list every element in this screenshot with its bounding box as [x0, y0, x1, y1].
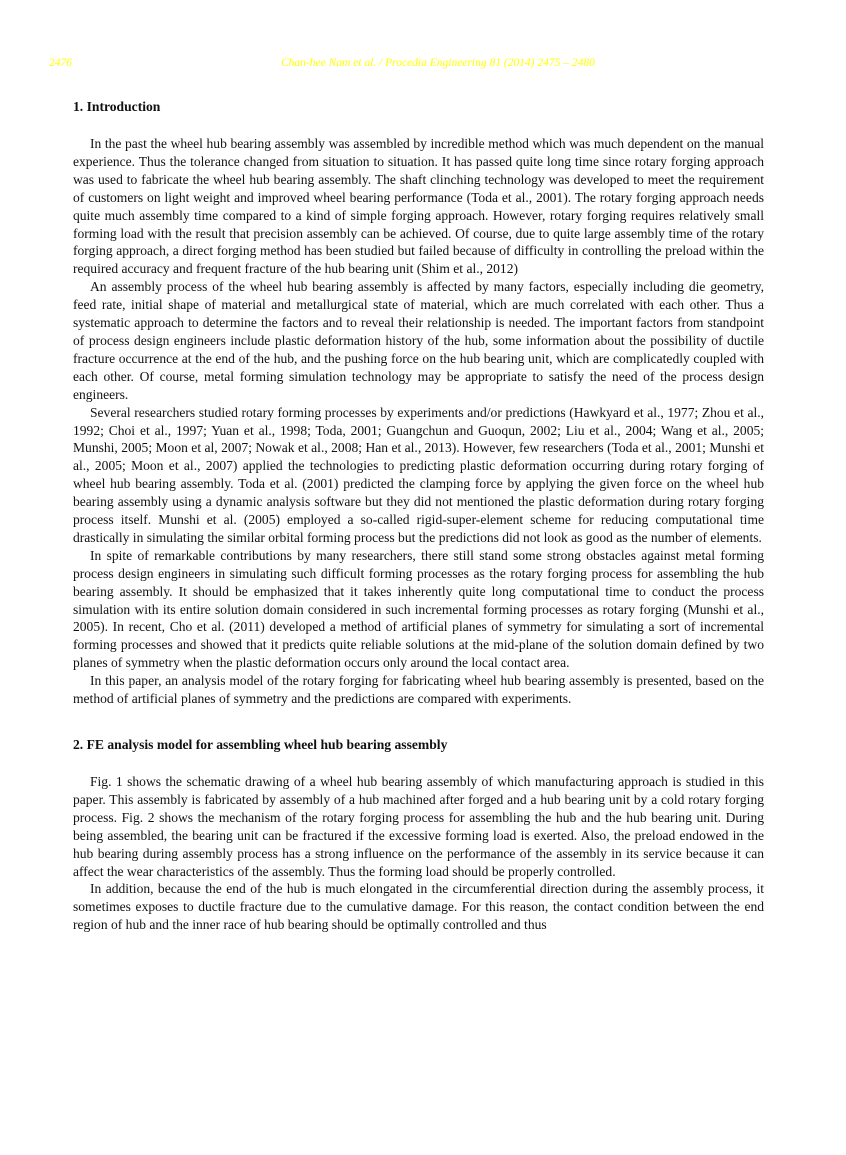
paragraph: In addition, because the end of the hub is much elongated in the circumferential direction during the assembly process, it sometimes exposes to ductile fracture due to the cumulative damage. For this reason, the contact condition between the end region of hub and the inner race of hub bearing should be optimally controlled and thus [73, 881, 764, 933]
running-header [0, 57, 846, 73]
section-heading: 2. FE analysis model for assembling wheel hub bearing assembly [73, 737, 448, 752]
page-number: 2476 [49, 57, 72, 69]
article-body [73, 98, 764, 934]
paragraph: In this paper, an analysis model of the rotary forging for fabricating wheel hub bearing assembly is presented, based on the method of artificial planes of symmetry and the predictions are compared with experiments. [73, 673, 764, 707]
paragraph: Several researchers studied rotary forming processes by experiments and/or predictions (Hawkyard et al., 1977; Zhou et al., 1992; Choi et al., 1997; Yuan et al., 1998; Toda, 2001; Guangchun and Guoqun, 2002; Liu et al., 2004; Wang et al., 2005; Munshi, 2005; Moon et al, 2007; Nowak et al., 2008; Han et al., 2013). However, few researchers (Toda et al., 2001; Munshi et al., 2005; Moon et al., 2007) applied the technologies to predicting plastic deformation occurring during rotary forging of wheel hub bearing assembly. Toda et al. (2001) predicted the clamping force by applying the given force on the wheel hub bearing assembly using a dynamic analysis software but they did not mentioned the plastic deformation during rotary forging process itself. Munshi et al. (2005) employed a so-called rigid-super-element scheme for reducing computational time drastically in simulating the similar orbital forming process but the predictions did not look as good as the number of elements. [73, 404, 764, 545]
paragraph: In spite of remarkable contributions by many researchers, there still stand some strong obstacles against metal forming process design engineers in simulating such difficult forming processes as the rotary forging process for assembling the hub bearing assembly. It should be emphasized that it takes inherently quite long computational time to conduct the process simulation with its entire solution domain considered in such incremental forming processes as rotary forging (Munshi et al., 2005). In recent, Cho et al. (2011) developed a method of artificial planes of symmetry for simulating a sort of incremental forming processes and showed that it predicts quite reliable solutions at the mid-plane of the solution domain defined by two planes of symmetry when the plastic deformation occurs only around the local contact area. [73, 547, 764, 671]
section-heading: 1. Introduction [73, 99, 161, 114]
paragraph: An assembly process of the wheel hub bearing assembly is affected by many factors, especially including die geometry, feed rate, initial shape of material and metallurgical state of material, which are much correlated with each other. Thus a systematic approach to determine the factors and to reveal their relationship is needed. The important factors from standpoint of process design engineers include plastic deformation history of the hub, some information about the possibility of ductile fracture occurrence at the end of the hub, and the pushing force on the hub bearing unit, which are complicatedly coupled with each other. Of course, metal forming simulation technology may be appropriate to satisfy the need of the process design engineers. [73, 279, 764, 402]
section-fe-analysis-model [73, 736, 764, 934]
paragraph: Fig. 1 shows the schematic drawing of a wheel hub bearing assembly of which manufacturing approach is studied in this paper. This assembly is fabricated by assembly of a hub machined after forged and a hub bearing unit by a cold rotary forging process. Fig. 2 shows the mechanism of the rotary forging process for assembling the hub and the hub bearing unit. During being assembled, the bearing unit can be fractured if the excessive forming load is exerted. Also, the preload endowed in the hub bearing during assembly process has a strong influence on the performance of the assembly in its service because it can affect the wear characteristics of the assembly. Thus the forming load should be properly controlled. [73, 774, 764, 879]
paragraph: In the past the wheel hub bearing assembly was assembled by incredible method which was much dependent on the manual experience. Thus the tolerance changed from situation to situation. It has passed quite long time since rotary forging approach was used to fabricate the wheel hub bearing assembly. The shaft clinching technology was developed to meet the requirement of customers on light weight and improved wheel bearing performance (Toda et al., 2001). The rotary forging approach needs quite much assembly time compared to a kind of simple forging approach. However, rotary forging requires relatively small forming load with the result that precision assembly can be achieved. Of course, due to quite large assembly time of the rotary forging approach, a direct forging method has been studied but failed because of difficulty in controlling the preload within the required accuracy and frequent fracture of the hub bearing unit (Shim et al., 2012) [73, 136, 764, 277]
section-introduction [73, 98, 764, 708]
journal-citation: Chan-hee Nam et al. / Procedia Engineering 81 (2014) 2475 – 2480 [281, 57, 595, 69]
